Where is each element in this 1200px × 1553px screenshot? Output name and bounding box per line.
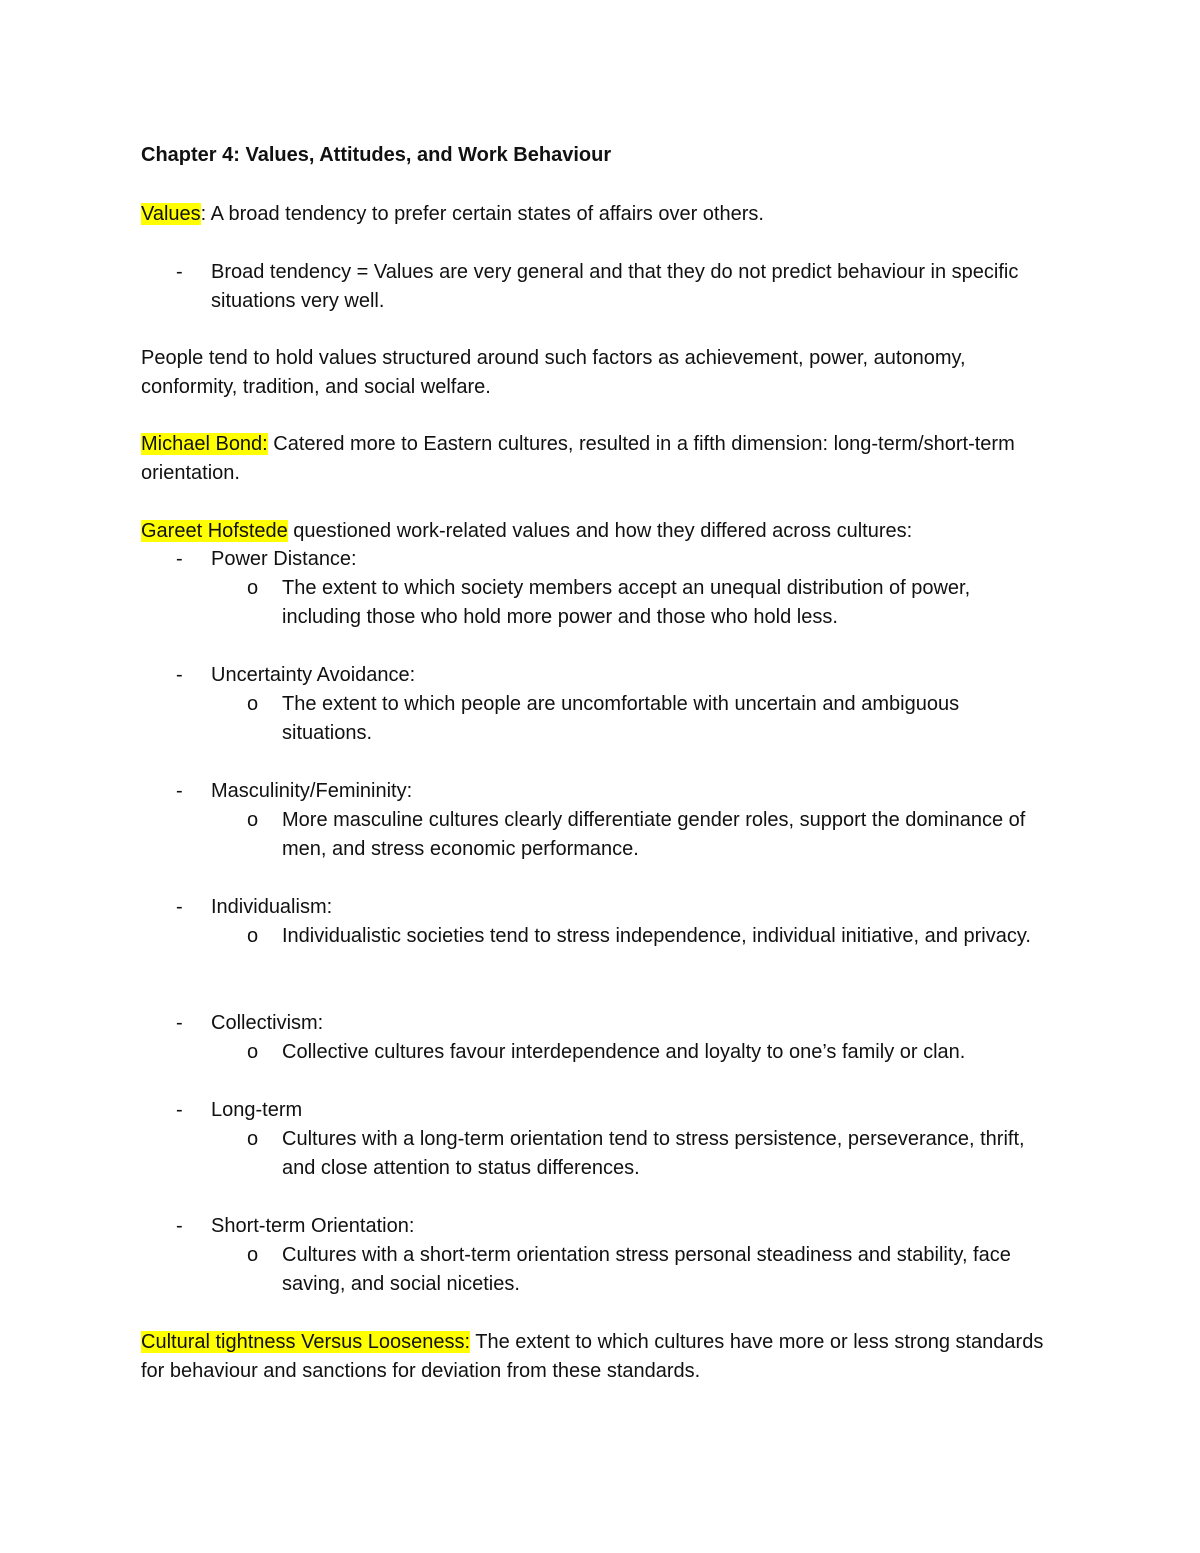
dash-marker: - [176,548,183,570]
dimension-label: Collectivism: [211,1012,324,1034]
page-title: Chapter 4: Values, Attitudes, and Work Behaviour [141,144,612,166]
dimension-desc: Individualistic societies tend to stress independence, individual initiative, and privacy. [282,925,1031,947]
dimension-desc: Cultures with a short-term orientation stress personal steadiness and stability, face saving, and social niceties. [282,1244,1011,1295]
values-bullet-text: Broad tendency = Values are very general and that they do not predict behaviour in specific situations very well. [211,261,1019,312]
circle-marker: o [247,1244,259,1266]
dimension-desc: Collective cultures favour interdependence and loyalty to one’s family or clan. [282,1041,966,1063]
bond-paragraph [141,430,1061,488]
hofstede-paragraph [141,517,1061,546]
dash-marker: - [176,1012,183,1034]
dimension-desc: The extent to which society members accept an unequal distribution of power, including those who hold more power and those who hold less. [282,577,971,628]
tightness-term: Cultural tightness Versus Looseness: [141,1331,471,1353]
dimension-label: Short-term Orientation: [211,1215,415,1237]
circle-marker: o [247,925,259,947]
circle-marker: o [247,809,259,831]
circle-marker: o [247,1128,259,1150]
dash-marker: - [176,1215,183,1237]
dimension-desc: More masculine cultures clearly differentiate gender roles, support the dominance of men, and stress economic performance. [282,809,1026,860]
dimension-label: Power Distance: [211,548,357,570]
dimension-label: Uncertainty Avoidance: [211,664,416,686]
dimension-desc: Cultures with a long-term orientation tend to stress persistence, perseverance, thrift, and close attention to status differences. [282,1128,1025,1179]
dimension-label: Long-term [211,1099,303,1121]
people-paragraph: People tend to hold values structured around such factors as achievement, power, autonomy, conformity, tradition, and social welfare. [141,347,966,398]
tightness-paragraph [141,1328,1061,1386]
dash-marker: - [176,896,183,918]
dash-marker: - [176,664,183,686]
values-def-text: : A broad tendency to prefer certain states of affairs over others. [200,203,764,225]
dash-marker: - [176,780,183,802]
hofstede-def-text: questioned work-related values and how they differed across cultures: [287,520,913,542]
dimension-desc: The extent to which people are uncomfortable with uncertain and ambiguous situations. [282,693,960,744]
hofstede-term: Gareet Hofstede [141,520,288,542]
dash-marker: - [176,1099,183,1121]
values-term: Values [141,203,201,225]
dimension-label: Individualism: [211,896,333,918]
dimension-label: Masculinity/Femininity: [211,780,413,802]
bond-def-text: Catered more to Eastern cultures, resulted in a fifth dimension: long-term/short-term orientation. [141,433,1015,484]
circle-marker: o [247,1041,259,1063]
tightness-def-text: The extent to which cultures have more or less strong standards for behaviour and sanctions for deviation from these standards. [141,1331,1044,1382]
dash-marker: - [176,261,183,283]
circle-marker: o [247,693,259,715]
circle-marker: o [247,577,259,599]
bond-term: Michael Bond: [141,433,268,455]
values-definition [141,200,1061,229]
